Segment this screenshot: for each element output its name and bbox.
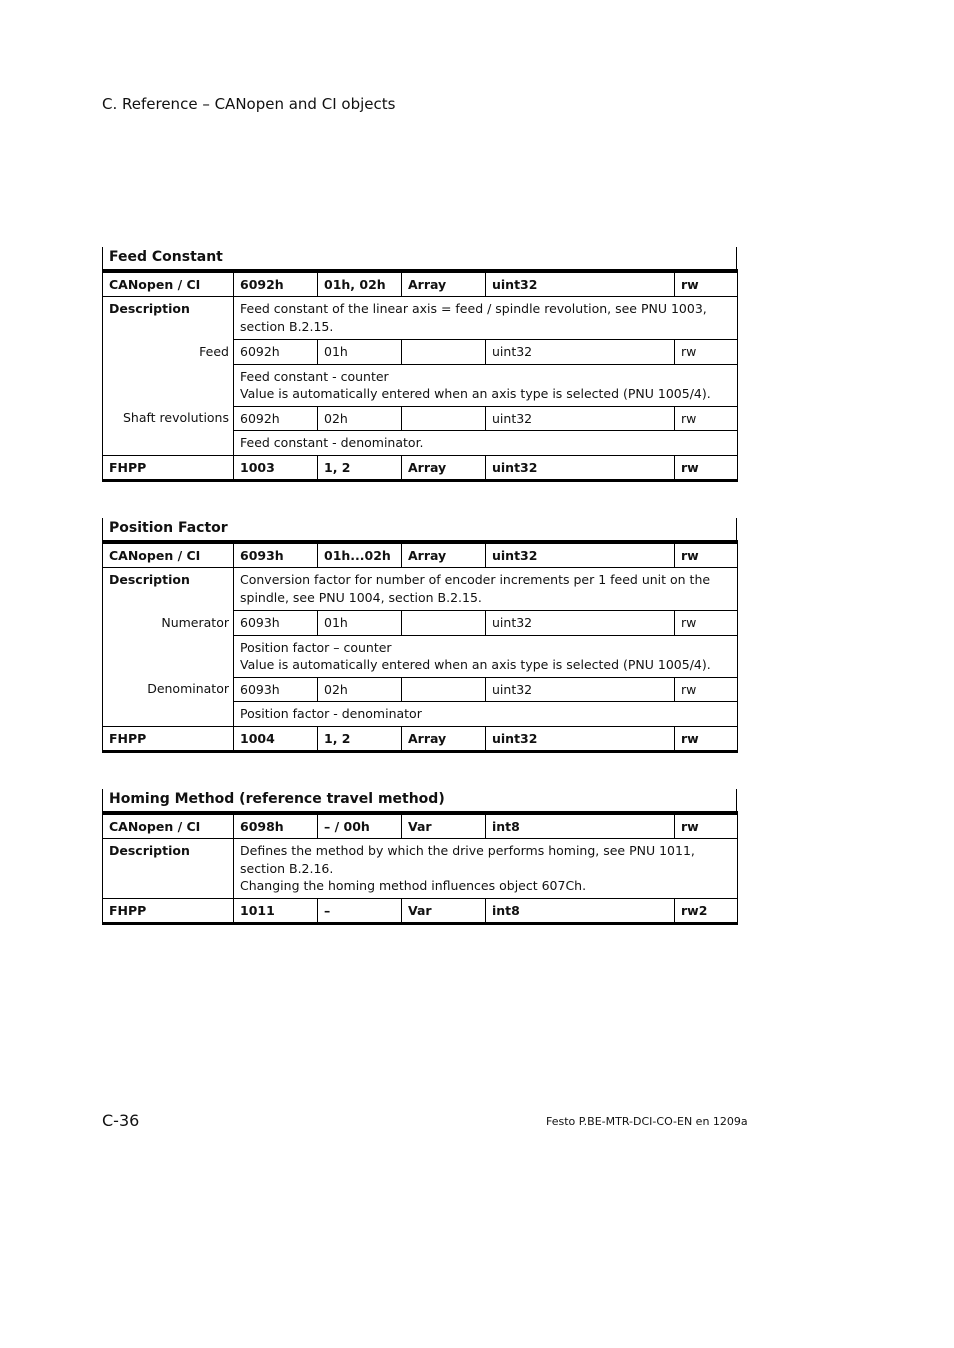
cell: rw bbox=[675, 813, 738, 839]
document-id: Festo P.BE-MTR-DCI-CO-EN en 1209a bbox=[546, 1115, 748, 1128]
cell: 6093h bbox=[234, 611, 318, 636]
table-title: Feed Constant bbox=[103, 247, 738, 271]
cell: uint32 bbox=[486, 406, 675, 431]
cell: uint32 bbox=[486, 677, 675, 702]
sub-row bbox=[103, 611, 738, 636]
cell: 02h bbox=[318, 406, 402, 431]
cell: rw bbox=[675, 406, 738, 431]
description-row bbox=[103, 297, 738, 340]
page-header: C. Reference – CANopen and CI objects bbox=[102, 95, 396, 113]
cell: 1011 bbox=[234, 898, 318, 924]
sub-text-row bbox=[103, 364, 738, 406]
cell: 6092h bbox=[234, 406, 318, 431]
cell: 1004 bbox=[234, 726, 318, 752]
cell bbox=[402, 406, 486, 431]
cell: rw bbox=[675, 726, 738, 752]
feed-constant-table bbox=[102, 247, 738, 482]
description-row bbox=[103, 839, 738, 899]
cell: rw bbox=[675, 677, 738, 702]
table-title: Homing Method (reference travel method) bbox=[103, 789, 738, 813]
cell: 1, 2 bbox=[318, 726, 402, 752]
cell: Var bbox=[402, 898, 486, 924]
cell: rw bbox=[675, 611, 738, 636]
cell: CANopen / CI bbox=[103, 542, 234, 568]
cell: FHPP bbox=[103, 726, 234, 752]
sub-text: Position factor – counter Value is automatically entered when an axis type is selected (PNU 1005/4). bbox=[234, 635, 738, 677]
cell: 01h...02h bbox=[318, 542, 402, 568]
cell: rw bbox=[675, 340, 738, 365]
cell: 6092h bbox=[234, 271, 318, 297]
cell: 02h bbox=[318, 677, 402, 702]
sub-label: Shaft revolutions bbox=[103, 406, 234, 431]
cell: – bbox=[318, 898, 402, 924]
cell bbox=[402, 611, 486, 636]
cell: Array bbox=[402, 271, 486, 297]
description-text: Feed constant of the linear axis = feed / spindle revolution, see PNU 1003, section B.2.15. bbox=[234, 297, 738, 340]
sub-label: Feed bbox=[103, 340, 234, 365]
sub-text: Feed constant - counter Value is automatically entered when an axis type is selected (PNU 1005/4). bbox=[234, 364, 738, 406]
sub-label: Numerator bbox=[103, 611, 234, 636]
cell: 6093h bbox=[234, 677, 318, 702]
cell: uint32 bbox=[486, 455, 675, 481]
cell: rw bbox=[675, 271, 738, 297]
cell: int8 bbox=[486, 813, 675, 839]
cell: FHPP bbox=[103, 898, 234, 924]
cell: FHPP bbox=[103, 455, 234, 481]
sub-row bbox=[103, 677, 738, 702]
canopen-row bbox=[103, 813, 738, 839]
sub-text: Feed constant - denominator. bbox=[234, 431, 738, 456]
sub-label: Denominator bbox=[103, 677, 234, 702]
fhpp-row bbox=[103, 455, 738, 481]
cell: Array bbox=[402, 726, 486, 752]
cell: Array bbox=[402, 455, 486, 481]
page-number: C-36 bbox=[102, 1111, 140, 1130]
canopen-row bbox=[103, 271, 738, 297]
sub-text-row bbox=[103, 635, 738, 677]
cell: 01h bbox=[318, 611, 402, 636]
cell: Array bbox=[402, 542, 486, 568]
table-title: Position Factor bbox=[103, 518, 738, 542]
cell bbox=[402, 677, 486, 702]
cell: rw bbox=[675, 542, 738, 568]
cell: uint32 bbox=[486, 271, 675, 297]
sub-text: Position factor - denominator bbox=[234, 702, 738, 727]
sub-text-row bbox=[103, 702, 738, 727]
cell: 1, 2 bbox=[318, 455, 402, 481]
description-label: Description bbox=[103, 568, 234, 611]
cell: 01h bbox=[318, 340, 402, 365]
cell: 6093h bbox=[234, 542, 318, 568]
cell: – / 00h bbox=[318, 813, 402, 839]
cell: rw2 bbox=[675, 898, 738, 924]
cell: 6098h bbox=[234, 813, 318, 839]
fhpp-row bbox=[103, 726, 738, 752]
cell: uint32 bbox=[486, 726, 675, 752]
description-label: Description bbox=[103, 297, 234, 340]
description-text: Defines the method by which the drive performs homing, see PNU 1011, section B.2.16. Changing the homing method influences object 607Ch. bbox=[234, 839, 738, 899]
cell: CANopen / CI bbox=[103, 271, 234, 297]
cell bbox=[402, 340, 486, 365]
description-row bbox=[103, 568, 738, 611]
cell: int8 bbox=[486, 898, 675, 924]
cell: 01h, 02h bbox=[318, 271, 402, 297]
canopen-row bbox=[103, 542, 738, 568]
cell: Var bbox=[402, 813, 486, 839]
cell: 6092h bbox=[234, 340, 318, 365]
description-text: Conversion factor for number of encoder increments per 1 feed unit on the spindle, see PNU 1004, section B.2.15. bbox=[234, 568, 738, 611]
fhpp-row bbox=[103, 898, 738, 924]
description-label: Description bbox=[103, 839, 234, 899]
cell: CANopen / CI bbox=[103, 813, 234, 839]
sub-row bbox=[103, 340, 738, 365]
sub-row bbox=[103, 406, 738, 431]
homing-method-table bbox=[102, 789, 738, 925]
position-factor-table bbox=[102, 518, 738, 753]
cell: 1003 bbox=[234, 455, 318, 481]
cell: uint32 bbox=[486, 611, 675, 636]
cell: uint32 bbox=[486, 542, 675, 568]
cell: rw bbox=[675, 455, 738, 481]
cell: uint32 bbox=[486, 340, 675, 365]
sub-text-row bbox=[103, 431, 738, 456]
